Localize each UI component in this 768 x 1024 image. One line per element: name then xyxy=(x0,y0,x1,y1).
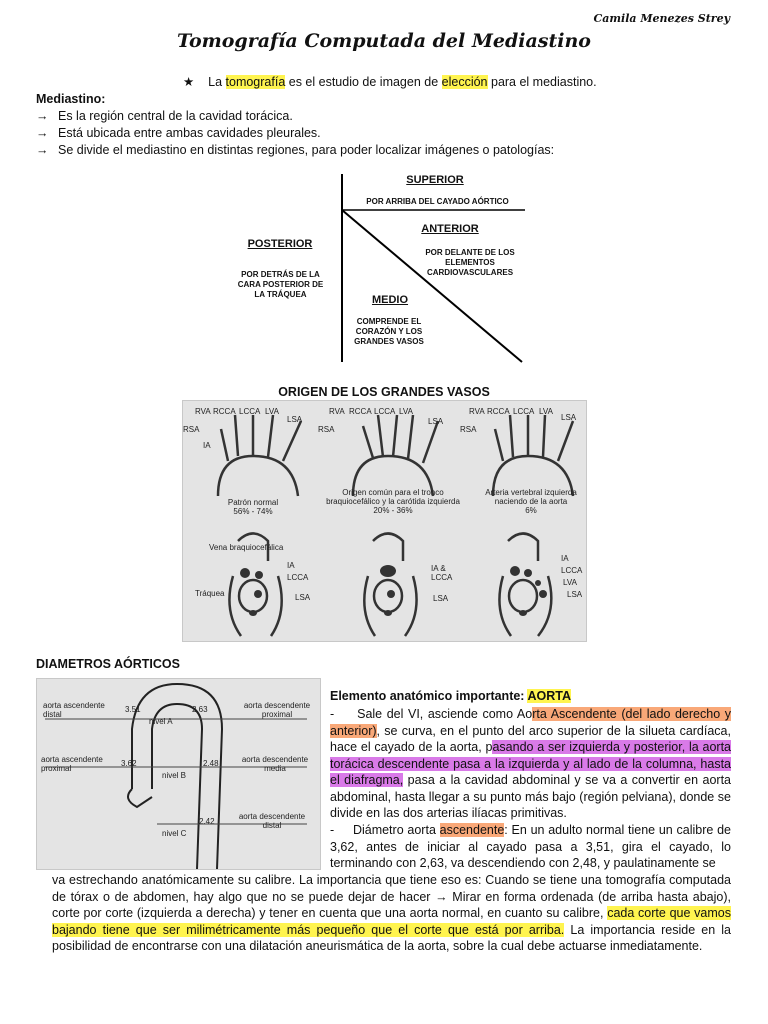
label-lva: LVA xyxy=(539,407,553,416)
mediastino-section xyxy=(36,91,554,159)
label-rva: RVA xyxy=(469,407,485,416)
mediastino-heading: Mediastino: xyxy=(36,92,106,106)
label-lcca: LCCA xyxy=(513,407,535,416)
anterior-title: ANTERIOR xyxy=(421,223,479,235)
list-item: → Se divide el mediastino en distintas regiones, para poder localizar imágenes o patologías: xyxy=(36,143,555,157)
label-ia: IA xyxy=(203,441,211,450)
label-lva: LVA xyxy=(265,407,279,416)
label-ia: IA xyxy=(561,554,569,563)
vessels-drawing xyxy=(183,401,586,641)
label-rcca: RCCA xyxy=(213,407,236,416)
label-rcca: RCCA xyxy=(349,407,372,416)
label-vena: Vena braquiocefálica xyxy=(209,543,284,552)
author-name: Camila Menezes Strey xyxy=(593,12,730,25)
label-lcca: LCCA xyxy=(287,573,309,582)
label-lsa: LSA xyxy=(428,417,444,426)
aorta-paragraph-1: - Sale del VI, asciende como Aorta Ascendente (del lado derecho y anterior), se curva, en el punto del arco superior de la silueta cardíaca, hace el cayado de la aorta, pasando a ser izquierda y posterior, la aorta torácica descendente pasa a la izquierda y al lado de la columna, hasta el diafragma, pasa a la cavidad abdominal y se va a convertir en aorta abdominal, hasta llegar a su punto más bajo (región pelviana), donde se divide en las dos arterias ilíacas primitivas. xyxy=(330,707,732,820)
label-rsa: RSA xyxy=(183,425,200,434)
label-lva: LVA xyxy=(563,578,577,587)
value-3-51: 3.51 xyxy=(125,705,141,714)
value-3-62: 3.62 xyxy=(121,759,137,768)
label-desc-media: aorta descendente media xyxy=(241,755,309,773)
superior-title: SUPERIOR xyxy=(406,174,464,186)
label-nivel-b: nivel B xyxy=(162,771,187,780)
label-nivel-c: nivel C xyxy=(162,829,187,838)
diametros-heading: DIAMETROS AÓRTICOS xyxy=(36,657,180,671)
arrow-right-icon: → xyxy=(36,126,49,140)
medio-desc: COMPRENDE EL CORAZÓN Y LOS GRANDES VASOS xyxy=(354,317,424,346)
value-2-63: 2.63 xyxy=(192,705,208,714)
caption-1: Patrón normal 56% - 74% xyxy=(227,498,279,516)
arrow-right-icon: → xyxy=(36,109,49,123)
label-lsa: LSA xyxy=(295,593,311,602)
label-lsa: LSA xyxy=(287,415,303,424)
great-vessels-figure xyxy=(182,400,587,642)
mediastinum-division-diagram xyxy=(230,170,530,370)
posterior-title: POSTERIOR xyxy=(247,238,313,250)
medio-title: MEDIO xyxy=(371,294,409,306)
label-nivel-a: nivel A xyxy=(149,717,173,726)
arrow-right-icon: → xyxy=(36,143,49,157)
aortic-diameters-figure xyxy=(36,678,321,870)
value-2-42: 2.42 xyxy=(199,817,215,826)
star-icon: ★ xyxy=(183,75,195,89)
caption-3: Arteria vertebral izquierda naciendo de la aorta 6% xyxy=(485,488,577,515)
posterior-desc: POR DETRÁS DE LA CARA POSTERIOR DE LA TRÁQUEA xyxy=(237,270,324,299)
label-rva: RVA xyxy=(195,407,211,416)
aorta-paragraph-2: - Diámetro aorta ascendente: En un adulto normal tiene un calibre de 3,62, antes de iniciar al cayado pasa a 3,51, gira el cayado, lo terminando con 2,63, va descendiendo con 2,48, y paulatinamente se xyxy=(330,823,731,870)
list-item: → Es la región central de la cavidad torácica. xyxy=(36,109,293,123)
superior-desc: POR ARRIBA DEL CAYADO AÓRTICO xyxy=(366,197,509,206)
anterior-desc: POR DELANTE DE LOS ELEMENTOS CARDIOVASCULARES xyxy=(425,248,515,277)
list-item: → Está ubicada entre ambas cavidades pleurales. xyxy=(36,126,321,140)
label-asc-distal: aorta ascendente distal xyxy=(43,701,105,719)
label-rsa: RSA xyxy=(318,425,335,434)
label-ia: IA xyxy=(287,561,295,570)
label-lsa: LSA xyxy=(433,594,449,603)
label-asc-proximal: aorta ascendente proximal xyxy=(41,755,103,773)
label-rcca: RCCA xyxy=(487,407,510,416)
label-rsa: RSA xyxy=(460,425,477,434)
label-lsa: LSA xyxy=(561,413,577,422)
vessels-heading: ORIGEN DE LOS GRANDES VASOS xyxy=(278,385,490,399)
label-desc-distal: aorta descendente distal xyxy=(238,812,306,830)
caption-2: Origen común para el tronco braquiocefálico y la carótida izquierda 20% - 36% xyxy=(326,488,460,515)
aorta-heading: Elemento anatómico importante: AORTA xyxy=(330,689,571,703)
aorta-paragraph-3: va estrechando anatómicamente su calibre. La importancia que tiene eso es: Cuando se tiene una tomografía computada de tórax o de abdomen, hay algo que no se puede dejar de hacer → Mirar en forma ordenada (de arriba hasta abajo), corte por corte (izquierda a derecha) y tener en cuenta que una aorta normal, en cuanto su calibre, cada corte que vamos bajando tiene que ser milimétricamente más pequeño que el corte que está por arriba. La importancia reside en la posibilidad de encontrarse con una dilatación aneurismática de la aorta, sobre la cual debe actuarse inmediatamente. xyxy=(52,873,731,953)
label-lsa: LSA xyxy=(567,590,583,599)
label-lva: LVA xyxy=(399,407,413,416)
label-ia-lcca: IA & LCCA xyxy=(431,564,453,582)
value-2-48: 2.48 xyxy=(203,759,219,768)
label-lcca: LCCA xyxy=(374,407,396,416)
intro-line: ★ La tomografía es el estudio de imagen de elección para el mediastino. xyxy=(183,75,597,89)
label-desc-proximal: aorta descendente proximal xyxy=(243,701,311,719)
page-title: Tomografía Computada del Mediastino xyxy=(177,30,591,52)
label-rva: RVA xyxy=(329,407,345,416)
label-lcca: LCCA xyxy=(561,566,583,575)
label-lcca: LCCA xyxy=(239,407,261,416)
label-traquea: Tráquea xyxy=(195,589,225,598)
